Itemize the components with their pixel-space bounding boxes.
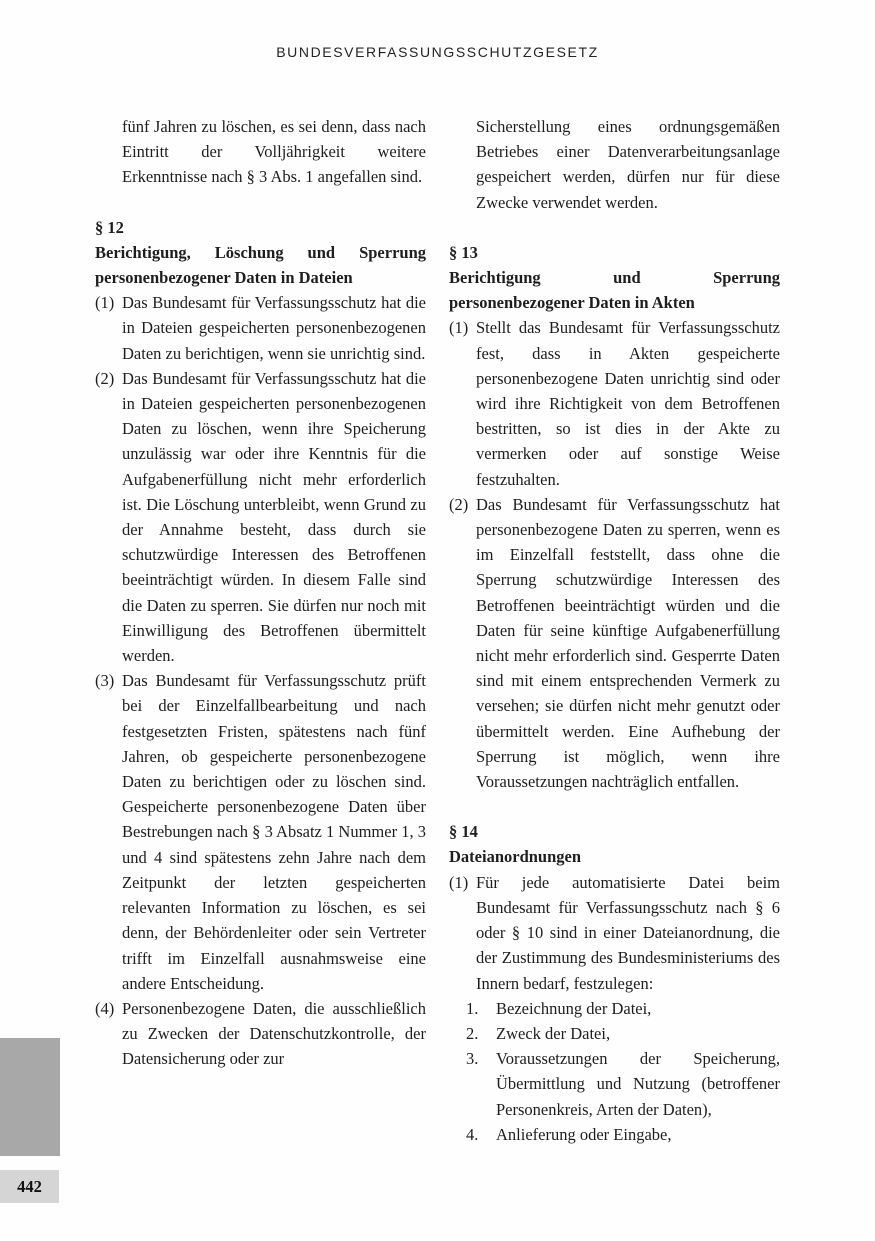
section-number: § 12 [95,217,124,237]
section-title: Berichtigung und Sperrung personenbezogener Daten in Akten [449,268,780,313]
right-column [449,114,780,1147]
subitem-marker: 2. [466,1023,479,1043]
list-item [95,668,426,996]
list-item [449,870,780,996]
continuation-paragraph: Sicherstellung eines ordnungsgemäßen Betriebes einer Datenverarbeitungsanlage gespeichert werden, dürfen nur für diese Zwecke verwendet werden. [476,117,780,212]
item-marker: (2) [449,494,469,514]
section-title: Dateianordnungen [449,847,582,867]
section-12 [95,215,426,1072]
subitem-text: Voraussetzungen der Speicherung, Übermittlung und Nutzung (betroffener Personenkreis, Arten der Daten), [496,1049,780,1119]
section-number: § 13 [449,242,478,262]
list-item [95,290,426,366]
sub-list-item [466,1046,780,1122]
item-marker: (4) [95,998,115,1018]
continuation-paragraph: fünf Jahren zu löschen, es sei denn, dass nach Eintritt der Volljährigkeit weitere Erkenntnisse nach § 3 Abs. 1 angefallen sind. [122,117,426,187]
item-text: Für jede automatisierte Datei beim Bundesamt für Verfassungsschutz nach § 6 oder § 10 sind in einer Dateianordnung, die der Zustimmung des Bundesministeriums des Innern bedarf, festzulegen: [476,872,780,993]
subitem-marker: 4. [466,1124,479,1144]
list-item [449,315,780,491]
list-item [95,366,426,668]
item-text: Das Bundesamt für Verfassungsschutz hat personenbezogene Daten zu sperren, wenn es im Einzelfall feststellt, dass ohne die Sperrung schutzwürdige Interessen des Betroffenen beeinträchtigt würden und die Daten für seine künftige Aufgabenerfüllung nicht mehr erforderlich sind. Gesperrte Daten sind mit einem entsprechenden Vermerk zu versehen; sie dürfen nicht mehr genutzt oder übermittelt werden. Eine Aufhebung der Sperrung ist möglich, wenn ihre Voraussetzungen nachträglich entfallen. [476,494,780,792]
item-text: Das Bundesamt für Verfassungsschutz hat die in Dateien gespeicherten personenbezogenen Daten zu berichtigen, wenn sie unrichtig sind. [122,293,426,363]
section-number: § 14 [449,822,478,842]
left-column [95,114,426,1072]
subitem-marker: 3. [466,1049,479,1069]
running-header: BUNDESVERFASSUNGSSCHUTZGESETZ [276,44,599,60]
sub-list-item [466,996,780,1021]
page-number: 442 [17,1176,42,1196]
section-13 [449,240,780,794]
sub-list-item [466,1122,780,1147]
list-item [95,996,426,1072]
subitem-text: Zweck der Datei, [496,1023,611,1043]
item-marker: (2) [95,368,115,388]
subitem-text: Bezeichnung der Datei, [496,998,652,1018]
section-title: Berichtigung, Löschung und Sperrung personenbezogener Daten in Dateien [95,242,426,288]
item-marker: (1) [449,872,469,892]
section-14 [449,819,780,1147]
item-text: Stellt das Bundesamt für Verfassungsschutz fest, dass in Akten gespeicherte personenbezogene Daten unrichtig sind oder wird ihre Richtigkeit von dem Betroffenen bestritten, so ist dies in der Akte zu vermerken oder auf sonstige Weise festzuhalten. [476,318,780,489]
item-marker: (1) [95,293,115,313]
chapter-edge-tab [0,1038,60,1156]
subitem-text: Anlieferung oder Eingabe, [496,1124,672,1144]
sub-list-item [466,1021,780,1046]
list-item [449,492,780,794]
subitem-marker: 1. [466,998,479,1018]
page-number-box [0,1170,59,1203]
item-marker: (3) [95,671,115,691]
item-marker: (1) [449,318,469,338]
item-text: Personenbezogene Daten, die ausschließlich zu Zwecken der Datenschutzkontrolle, der Datensicherung oder zur [122,998,426,1069]
item-text: Das Bundesamt für Verfassungsschutz prüft bei der Einzelfallbearbeitung und nach festgesetzten Fristen, spätestens nach fünf Jahren, ob gespeicherte personenbezogene Daten zu berichtigen oder zu löschen sind. Gespeicherte personenbezogene Daten über Bestrebungen nach § 3 Absatz 1 Nummer 1, 3 und 4 sind spätestens zehn Jahre nach dem Zeitpunkt der letzten gespeicherten relevanten Information zu löschen, es sei denn, der Behördenleiter oder sein Vertreter trifft im Einzelfall ausnahmsweise eine andere Entscheidung. [122,671,426,993]
item-text: Das Bundesamt für Verfassungsschutz hat die in Dateien gespeicherten personenbezogenen Daten zu löschen, wenn ihre Speicherung unzulässig war oder ihre Kenntnis für die Aufgabenerfüllung nicht mehr erforderlich ist. Die Löschung unterbleibt, wenn Grund zu der Annahme besteht, dass durch sie schutzwürdige Interessen des Betroffenen beeinträchtigt würden. In diesem Falle sind die Daten zu sperren. Sie dürfen nur noch mit Einwilligung des Betroffenen übermittelt werden. [122,368,426,666]
